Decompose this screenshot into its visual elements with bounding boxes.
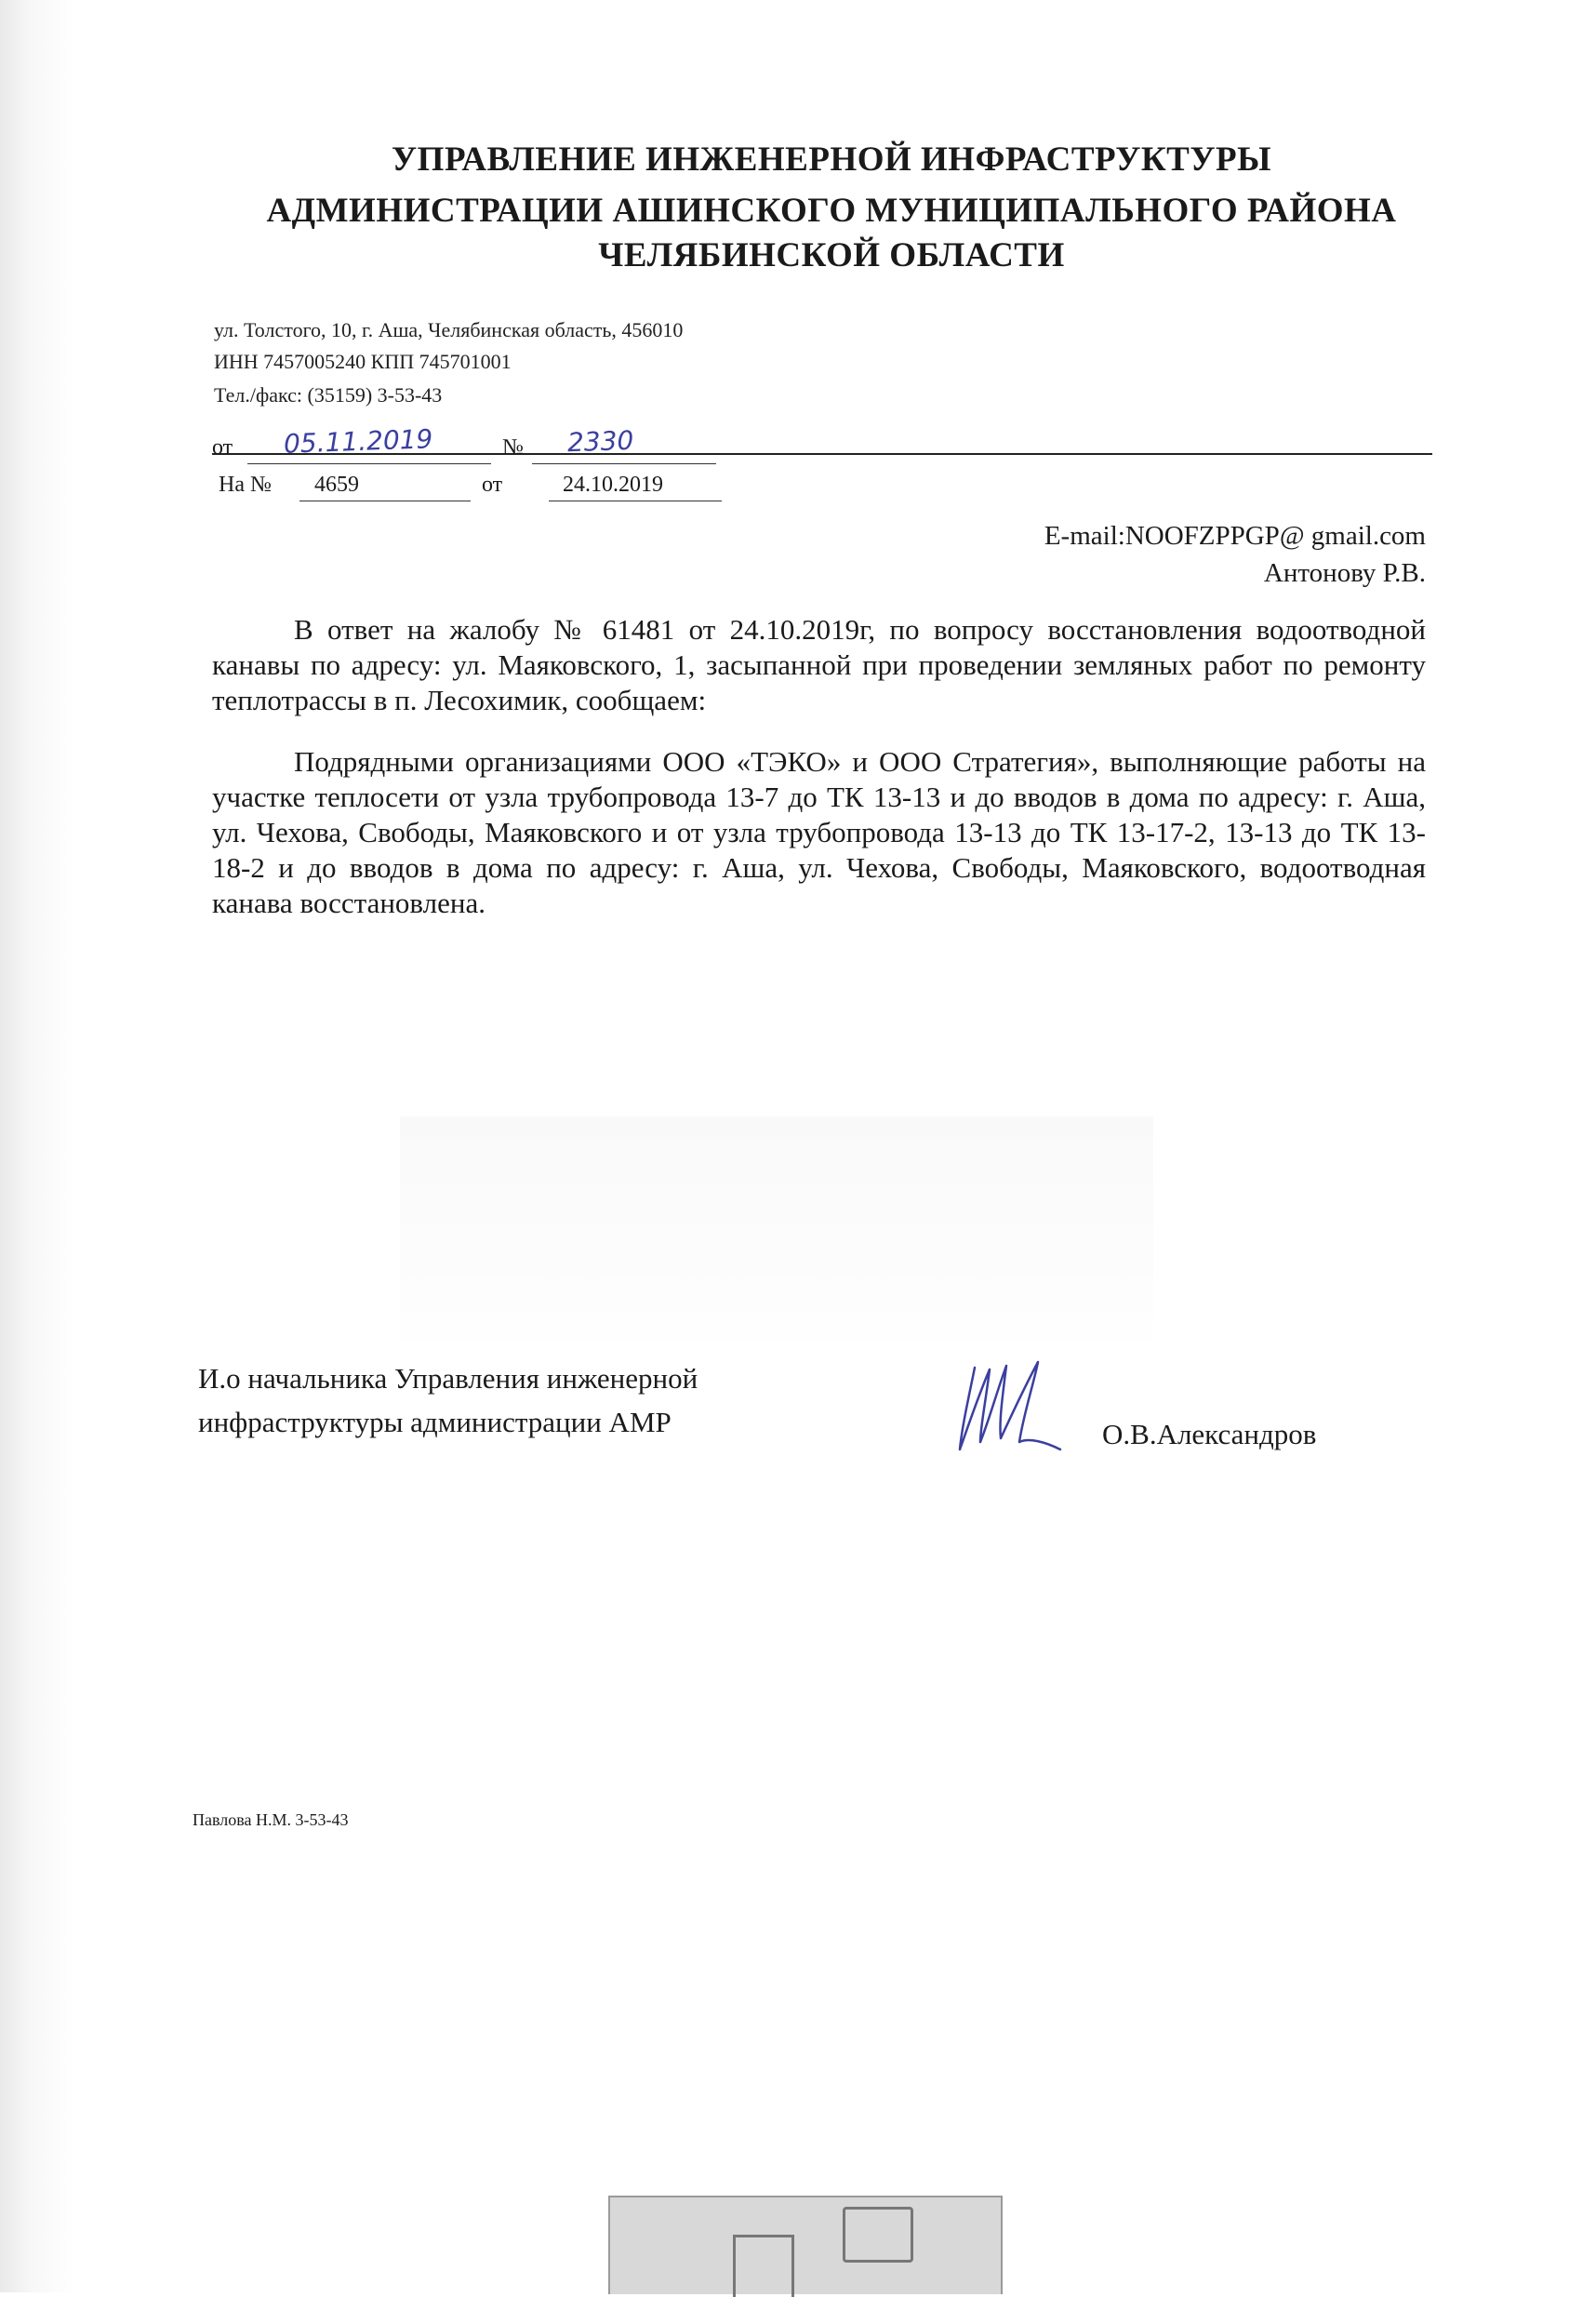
recipient-email: E-mail:NOOFZPPGP@ gmail.com: [1044, 521, 1426, 551]
signatory-position-line-2: инфраструктуры администрации АМР: [198, 1406, 672, 1438]
executor-contact: Павлова Н.М. 3-53-43: [193, 1810, 349, 1829]
recipient-name: Антонову Р.В.: [1263, 558, 1426, 588]
outgoing-date-underline: [247, 463, 491, 464]
reference-label: На №: [219, 473, 272, 497]
reference-number: 4659: [314, 473, 359, 497]
body-paragraph-2: Подрядными организациями ООО «ТЭКО» и ООО Стратегия», выполняющие работы на участке теплосети от узла трубопровода 13-7 до ТК 13-13 и до вводов в дома по адресу: г. Аша, ул. Чехова, Свободы, Маяковского и от узла трубопровода 13-13 до ТК 13-17-2, 13-13 до ТК 13-18-2 и до вводов в дома по адресу: г. Аша, ул. Чехова, Свободы, Маяковского, водоотводная канава восстановлена.: [212, 745, 1426, 919]
header-line-3: ЧЕЛЯБИНСКОЙ ОБЛАСТИ: [598, 236, 1065, 274]
handwritten-signature: [949, 1349, 1088, 1461]
outgoing-number-label: №: [502, 435, 524, 460]
signatory-position-line-1: И.о начальника Управления инженерной: [198, 1362, 698, 1395]
scan-bottom-tab: [608, 2196, 1003, 2294]
outgoing-number-handwritten: 2330: [566, 424, 634, 459]
scan-left-edge-shadow: [0, 0, 74, 2292]
contact-phone: Тел./факс: (35159) 3-53-43: [214, 383, 443, 407]
reference-date-label: от: [482, 473, 503, 497]
header-line-2: АДМИНИСТРАЦИИ АШИНСКОГО МУНИЦИПАЛЬНОГО РАЙОНА: [266, 192, 1397, 230]
scan-tab-mark-right: [843, 2207, 913, 2263]
reference-date: 24.10.2019: [563, 473, 663, 497]
body-paragraph-1: В ответ на жалобу № 61481 от 24.10.2019г, по вопросу восстановления водоотводной канавы по адресу: ул. Маяковского, 1, засыпанной при проведении земляных работ по ремонту теплотрассы в п. Лесохимик, сообщаем:: [212, 613, 1426, 716]
scan-faint-shadow: [400, 1116, 1153, 1340]
contact-inn: ИНН 7457005240 КПП 745701001: [214, 350, 512, 373]
outgoing-date-label: от: [212, 435, 233, 460]
signatory-name: О.В.Александров: [1102, 1418, 1317, 1450]
outgoing-date-handwritten: 05.11.2019: [283, 423, 433, 460]
header-line-1: УПРАВЛЕНИЕ ИНЖЕНЕРНОЙ ИНФРАСТРУКТУРЫ: [392, 140, 1271, 179]
contact-address: ул. Толстого, 10, г. Аша, Челябинская область, 456010: [214, 318, 684, 341]
outgoing-number-underline: [532, 463, 716, 464]
scan-tab-mark-left: [733, 2235, 794, 2297]
